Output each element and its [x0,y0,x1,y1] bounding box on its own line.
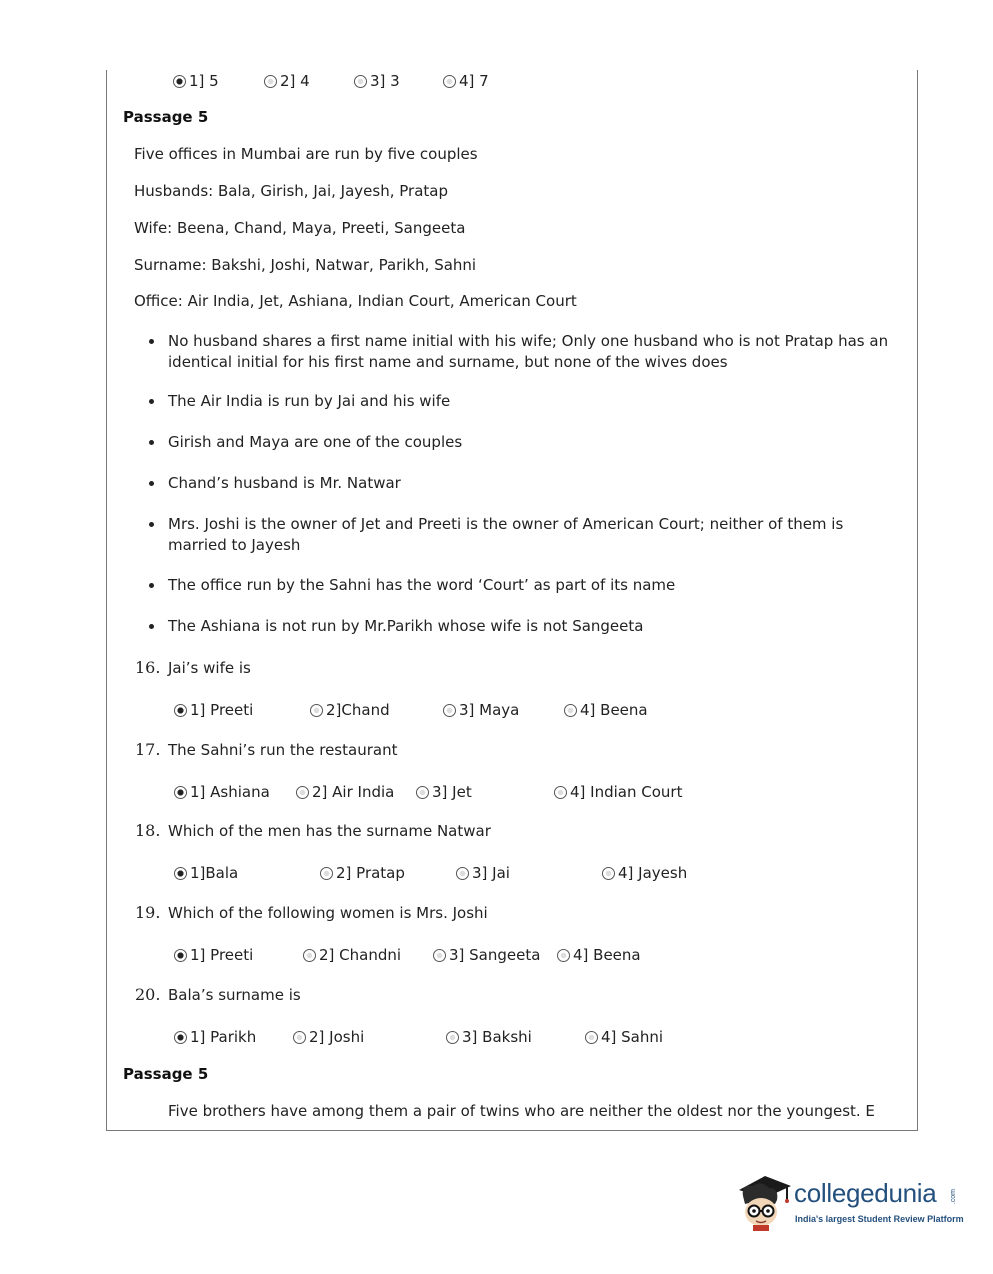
option-radio[interactable] [354,72,400,90]
radio-selected-icon [174,786,187,799]
radio-icon [602,867,615,880]
option-radio[interactable] [303,946,401,964]
radio-icon [296,786,309,799]
clue-item: Girish and Maya are one of the couples [168,433,463,451]
option-label: 3] Jai [472,864,510,882]
option-radio[interactable] [320,864,405,882]
question-number: 17. [135,740,161,759]
radio-icon [354,75,367,88]
question-number: 20. [135,985,161,1004]
option-label: 1] 5 [189,72,219,90]
option-label: 3] Maya [459,701,520,719]
option-label: 2] Chandni [319,946,402,964]
option-radio[interactable] [557,946,641,964]
option-label: 4] Beena [573,946,641,964]
radio-icon [303,949,316,962]
intro-line: Wife: Beena, Chand, Maya, Preeti, Sangeeta [134,219,466,237]
clue-item: The Ashiana is not run by Mr.Parikh whose wife is not Sangeeta [168,617,644,635]
option-radio[interactable] [173,72,219,90]
bullet-icon [149,339,154,344]
radio-icon [446,1031,459,1044]
option-radio[interactable] [293,1028,364,1046]
option-label: 4] Indian Court [570,783,683,801]
passage-heading: Passage 5 [123,1065,209,1083]
option-label: 1] Preeti [190,946,254,964]
bullet-icon [149,440,154,445]
question-text: Which of the men has the surname Natwar [168,822,491,840]
radio-icon [456,867,469,880]
clue-item: Chand’s husband is Mr. Natwar [168,474,401,492]
logo-tagline: India's largest Student Review Platform [795,1214,964,1224]
option-label: 4] Sahni [601,1028,664,1046]
radio-icon [264,75,277,88]
option-label: 3] Sangeeta [449,946,541,964]
radio-icon [293,1031,306,1044]
option-radio[interactable] [310,701,390,719]
option-radio[interactable] [443,72,489,90]
question-text: Which of the following women is Mrs. Joshi [168,904,488,922]
radio-selected-icon [174,704,187,717]
option-label: 4] Jayesh [618,864,688,882]
option-label: 2] Joshi [309,1028,365,1046]
bullet-icon [149,522,154,527]
radio-selected-icon [174,949,187,962]
question-text: Bala’s surname is [168,986,301,1004]
option-label: 2] Air India [312,783,395,801]
radio-icon [443,704,456,717]
option-label: 4] Beena [580,701,648,719]
option-label: 1] Ashiana [190,783,270,801]
option-label: 2] 4 [280,72,310,90]
intro-line: Surname: Bakshi, Joshi, Natwar, Parikh, Sahni [134,256,477,274]
question-text: Jai’s wife is [168,659,251,677]
radio-selected-icon [174,1031,187,1044]
clue-item: The office run by the Sahni has the word ‘Court’ as part of its name [168,576,676,594]
option-label: 3] Bakshi [462,1028,532,1046]
radio-icon [554,786,567,799]
radio-icon [416,786,429,799]
collegedunia-mascot-icon [735,1170,793,1232]
radio-icon [310,704,323,717]
radio-icon [585,1031,598,1044]
option-radio[interactable] [554,783,682,801]
option-radio[interactable] [296,783,394,801]
option-radio[interactable] [174,946,253,964]
option-radio[interactable] [446,1028,532,1046]
option-label: 1]Bala [190,864,239,882]
intro-line: Husbands: Bala, Girish, Jai, Jayesh, Pratap [134,182,448,200]
option-radio[interactable] [585,1028,663,1046]
passage-text: Five brothers have among them a pair of twins who are neither the oldest nor the youngest. E [168,1102,875,1120]
clue-item: Mrs. Joshi is the owner of Jet and Preeti is the owner of American Court; neither of them is married to Jayesh [168,515,844,554]
option-radio[interactable] [416,783,472,801]
option-radio[interactable] [174,783,270,801]
question-number: 19. [135,903,161,922]
option-radio[interactable] [433,946,540,964]
option-label: 3] 3 [370,72,400,90]
bullet-icon [149,583,154,588]
option-label: 3] Jet [432,783,472,801]
passage-heading: Passage 5 [123,108,209,126]
clue-item: No husband shares a first name initial with his wife; Only one husband who is not Pratap has an identical initial for his first name and surname, but none of the wives does [168,332,889,371]
option-radio[interactable] [456,864,510,882]
intro-line: Office: Air India, Jet, Ashiana, Indian Court, American Court [134,292,577,310]
option-radio[interactable] [174,1028,256,1046]
question-number: 18. [135,821,161,840]
option-label: 2]Chand [326,701,390,719]
option-radio[interactable] [564,701,648,719]
collegedunia-logo-text: collegedunia [794,1178,937,1208]
radio-icon [557,949,570,962]
bullet-icon [149,481,154,486]
question-number: 16. [135,658,161,677]
option-label: 4] 7 [459,72,489,90]
bullet-icon [149,399,154,404]
logo-domain-suffix: .com [950,1189,957,1205]
option-label: 1] Preeti [190,701,254,719]
intro-line: Five offices in Mumbai are run by five couples [134,145,478,163]
option-radio[interactable] [443,701,519,719]
radio-selected-icon [173,75,186,88]
option-radio[interactable] [174,864,238,882]
option-radio[interactable] [264,72,310,90]
radio-icon [443,75,456,88]
radio-icon [320,867,333,880]
bullet-icon [149,624,154,629]
question-text: The Sahni’s run the restaurant [168,741,398,759]
option-radio[interactable] [602,864,687,882]
radio-selected-icon [174,867,187,880]
radio-icon [433,949,446,962]
option-radio[interactable] [174,701,253,719]
option-label: 2] Pratap [336,864,405,882]
radio-icon [564,704,577,717]
clue-item: The Air India is run by Jai and his wife [168,392,451,410]
option-label: 1] Parikh [190,1028,257,1046]
